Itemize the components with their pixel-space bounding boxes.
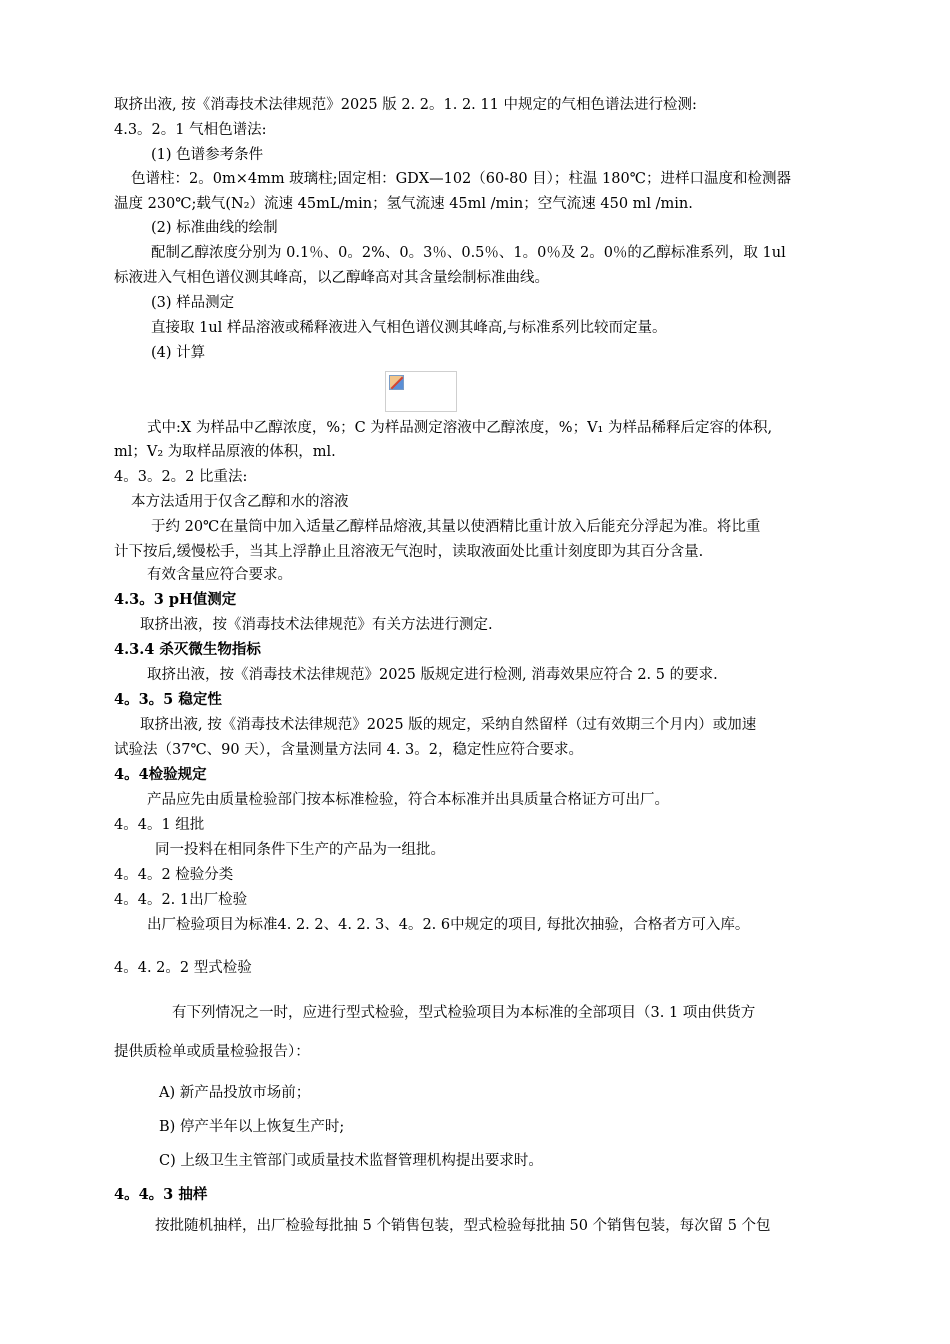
section-heading: 4。4检验规定 (114, 766, 207, 783)
list-item: B) 停产半年以上恢复生产时; (159, 1119, 345, 1135)
text-line: 直接取 1ul 样品溶液或稀释液进入气相色谱仪测其峰高,与标准系列比较而定量。 (151, 320, 667, 336)
list-item: (1) 色谱参考条件 (151, 147, 264, 163)
text-line: 按批随机抽样，出厂检验每批抽 5 个销售包装，型式检验每批抽 50 个销售包装，每次留 5 个包 (155, 1218, 771, 1234)
section-heading: 4。3。2。2 比重法: (114, 469, 248, 485)
list-item: A) 新产品投放市场前； (159, 1085, 311, 1101)
text-line: 产品应先由质量检验部门按本标准检验，符合本标准并出具质量合格证方可出厂。 (147, 792, 669, 808)
text-line: 计下按后,缓慢松手，当其上浮静止且溶液无气泡时，读取液面处比重计刻度即为其百分含量. (114, 544, 704, 560)
text-line: 试验法（37℃、90 天），含量测量方法同 4. 3。2，稳定性应符合要求。 (114, 742, 583, 758)
section-heading: 4.3.4 杀灭微生物指标 (114, 641, 261, 658)
text-line: 取挤出液, 按《消毒技术法律规范》2025 版 2. 2。1. 2. 11 中规定的气相色谱法进行检测: (114, 97, 697, 113)
section-heading: 4。4。3 抽样 (114, 1186, 208, 1203)
text-line: 有效含量应符合要求。 (147, 567, 292, 583)
text-line: 取挤出液, 按《消毒技术法律规范》2025 版的规定，采纳自然留样（过有效期三个月内）或加速 (140, 717, 757, 733)
list-item: (3) 样品测定 (151, 295, 235, 311)
section-heading: 4。4. 2。2 型式检验 (114, 960, 252, 976)
section-heading: 4。4。1 组批 (114, 817, 205, 833)
list-item: (2) 标准曲线的绘制 (151, 220, 278, 236)
text-line: 取挤出液，按《消毒技术法律规范》2025 版规定进行检测, 消毒效果应符合 2. 5 的要求. (147, 667, 718, 683)
formula-image (385, 371, 457, 412)
section-heading: 4.3。2。1 气相色谱法: (114, 122, 267, 138)
text-line: 标液进入气相色谱仪测其峰高，以乙醇峰高对其含量绘制标准曲线。 (114, 270, 549, 286)
section-heading: 4。4。2 检验分类 (114, 867, 234, 883)
text-line: 配制乙醇浓度分别为 0.1％、0。2%、0。3％、0.5％、1。0％及 2。0％的乙醇标准系列，取 1ul (151, 245, 786, 261)
section-heading: 4。4。2. 1出厂检验 (114, 892, 248, 908)
text-line: 取挤出液，按《消毒技术法律规范》有关方法进行测定. (140, 617, 493, 633)
list-item: (4) 计算 (151, 345, 206, 361)
text-line: 同一投料在相同条件下生产的产品为一组批。 (155, 842, 445, 858)
text-line: 式中:X 为样品中乙醇浓度，%；C 为样品测定溶液中乙醇浓度，%；V₁ 为样品稀释后定容的体积, (147, 420, 773, 436)
section-heading: 4。3。5 稳定性 (114, 691, 222, 708)
broken-image-icon (389, 375, 404, 390)
text-line: ml；V₂ 为取样品原液的体积，ml. (114, 444, 336, 460)
text-line: 有下列情况之一时，应进行型式检验，型式检验项目为本标准的全部项目（3. 1 项由供货方 (172, 1005, 756, 1021)
list-item: C) 上级卫生主管部门或质量技术监督管理机构提出要求时。 (159, 1153, 543, 1169)
text-line: 色谱柱：2。0m×4mm 玻璃柱;固定相：GDX—102（60-80 目）；柱温 180℃；进样口温度和检测器 (131, 171, 791, 187)
text-line: 本方法适用于仅含乙醇和水的溶液 (131, 494, 349, 510)
text-line: 提供质检单或质量检验报告）： (114, 1044, 310, 1060)
text-line: 于约 20℃在量筒中加入适量乙醇样品熔液,其量以使酒精比重计放入后能充分浮起为准。将比重 (151, 519, 761, 535)
section-heading: 4.3。3 pH值测定 (114, 591, 237, 608)
text-line: 温度 230℃;载气(N₂）流速 45mL/min；氢气流速 45ml /min；空气流速 450 ml /min. (114, 196, 693, 212)
text-line: 出厂检验项目为标准4. 2. 2、4. 2. 3、4。2. 6中规定的项目, 每批次抽验，合格者方可入库。 (147, 917, 750, 933)
